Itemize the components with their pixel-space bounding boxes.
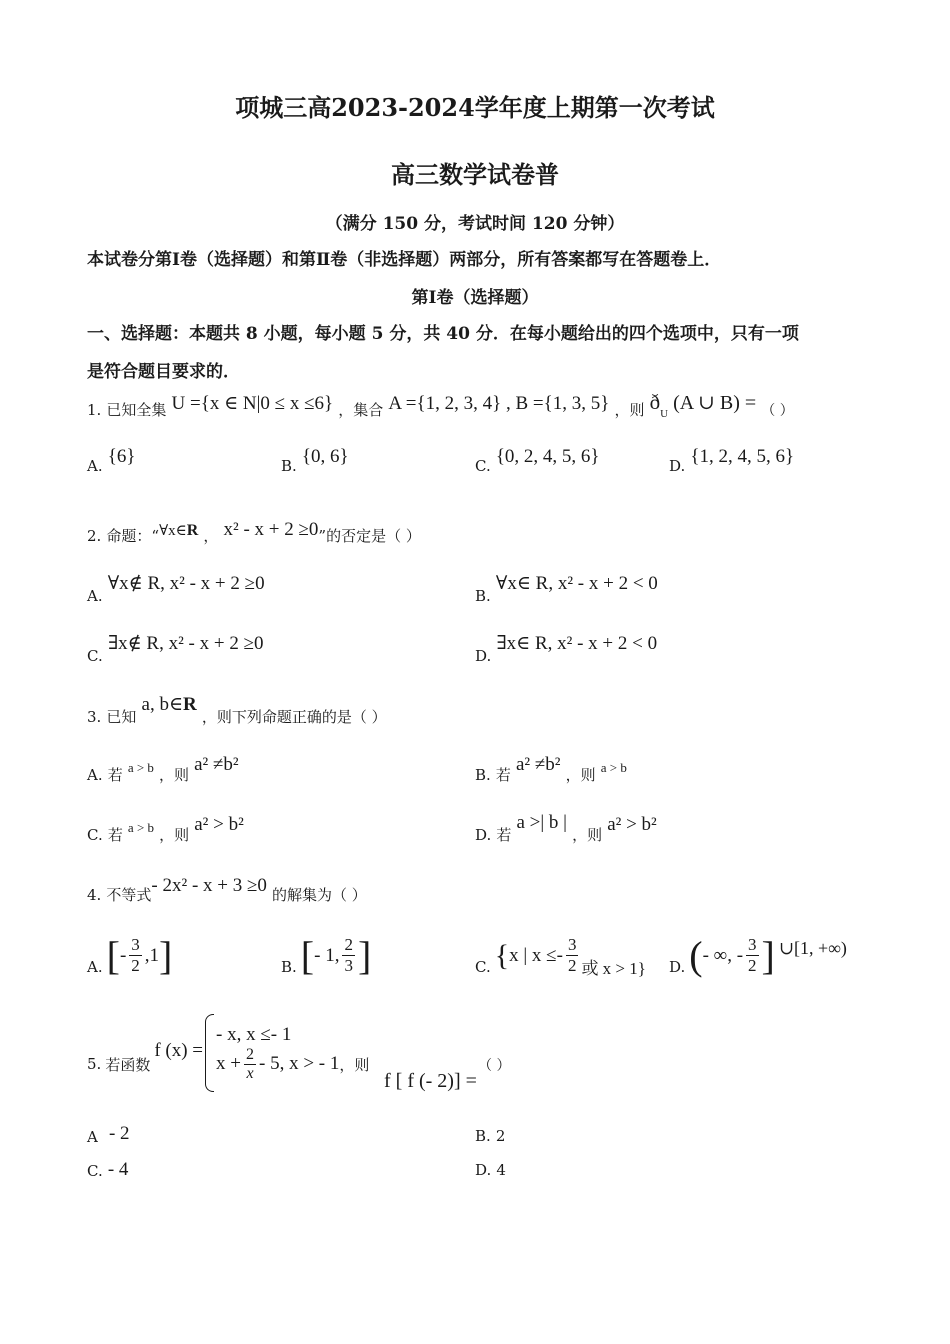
option-c: [475, 446, 600, 477]
question-1: [87, 390, 794, 422]
math-expression: - 2x² - x + 3 ≥0: [151, 875, 267, 896]
piecewise-brace: [205, 1014, 214, 1092]
question-number: 3.: [87, 708, 102, 726]
question-number: 4.: [87, 886, 102, 904]
answer-blank: （ ）: [761, 403, 794, 419]
option-text: 若: [107, 766, 123, 784]
option-math: - 1,: [314, 944, 340, 966]
option-math: {1, 2, 4, 5, 6}: [690, 446, 795, 467]
math-expression: f [ f (- 2)] =: [384, 1070, 477, 1092]
math-expression: x +: [216, 1053, 241, 1074]
question-5-blank: [478, 1055, 510, 1075]
fraction-numerator: 3: [567, 935, 577, 954]
fraction-denominator: 2: [748, 956, 757, 975]
question-text: 不等式: [106, 886, 152, 904]
option-c: [87, 1160, 128, 1182]
bracket: (: [689, 933, 703, 978]
option-label: D.: [475, 647, 492, 665]
fraction-denominator: 3: [344, 956, 353, 975]
math-expression: a, b∈: [141, 694, 184, 715]
exam-title: 项城三高2023-2024学年度上期第一次考试: [235, 93, 715, 122]
question-text: ，集合: [338, 401, 384, 419]
option-a: [87, 1123, 130, 1148]
option-d: [669, 446, 795, 477]
question-text: 的解集为（ ）: [272, 886, 367, 904]
math-expression: f (x) =: [154, 1040, 204, 1061]
option-text: ，则: [565, 766, 596, 784]
fraction-numerator: 2: [344, 935, 353, 954]
fraction-denominator: 2: [131, 956, 140, 975]
option-c: [475, 932, 646, 979]
fraction: [746, 935, 759, 976]
math-expression: x² - x + 2 ≥0: [223, 519, 319, 540]
option-label: A.: [87, 457, 103, 475]
option-d: [475, 1160, 506, 1179]
option-label: D.: [669, 957, 686, 976]
bracket: ]: [761, 933, 775, 978]
option-math: - ∞, -: [702, 944, 744, 966]
option-a: [87, 754, 239, 786]
option-math: a² ≠b²: [516, 754, 561, 775]
bracket: ]: [159, 933, 173, 978]
answer-blank: （ ）: [478, 1058, 511, 1074]
fraction-denominator: 2: [567, 956, 577, 975]
option-c: [87, 814, 244, 846]
bracket: [: [106, 933, 120, 978]
option-text: ，则: [159, 826, 190, 844]
bracket: {: [494, 938, 510, 972]
part-instructions-line2: 是符合题目要求的．: [87, 362, 240, 382]
math-expression: A ={1, 2, 3, 4} , B ={1, 3, 5}: [388, 393, 610, 414]
exam-subtitle: 高三数学试卷普: [391, 160, 559, 189]
option-label: B.: [281, 457, 297, 475]
option-label: C.: [87, 826, 103, 844]
option-b: [281, 932, 371, 979]
question-text: 已知全集: [106, 401, 167, 419]
option-label: C.: [475, 957, 491, 976]
option-math: a > b: [127, 760, 154, 775]
option-label: D.: [475, 826, 492, 844]
option-text: ，则: [572, 826, 603, 844]
fraction: [129, 935, 142, 976]
option-math: ,1: [144, 944, 160, 966]
math-expression: - 5, x > - 1: [259, 1053, 340, 1074]
fraction-numerator: 2: [246, 1045, 254, 1063]
question-number: 5.: [87, 1055, 102, 1073]
option-label: B.: [475, 766, 491, 784]
option-math: 或 x > 1}: [581, 959, 646, 978]
option-label: B.: [281, 957, 297, 976]
option-math: -: [119, 944, 127, 966]
option-math: - 4: [107, 1159, 129, 1180]
option-math: {0, 2, 4, 5, 6}: [495, 446, 600, 467]
fraction-numerator: 3: [748, 935, 757, 954]
option-label: C.: [87, 647, 103, 665]
option-b: [281, 446, 349, 477]
fraction-denominator: x: [246, 1064, 254, 1082]
option-label: A.: [87, 957, 103, 976]
fraction-numerator: 3: [131, 935, 140, 954]
math-expression: (A ∪ B) =: [673, 392, 757, 414]
question-5-target: [384, 1070, 477, 1093]
option-label: A.: [87, 587, 103, 605]
question-2: [87, 519, 421, 547]
question-text: 已知: [106, 708, 137, 726]
option-math: 2: [495, 1127, 506, 1145]
option-math: 4: [496, 1161, 506, 1179]
option-math: {6}: [107, 446, 136, 467]
option-label: B.: [475, 1127, 491, 1145]
fraction: [342, 935, 355, 976]
option-label: C.: [87, 1162, 103, 1180]
question-number: 1.: [87, 401, 102, 419]
question-text: ，则下列命题正确的是（ ）: [201, 708, 387, 726]
option-math: a >| b |: [516, 812, 567, 833]
question-text: ，: [203, 527, 219, 545]
question-5: [87, 1014, 369, 1092]
option-label: A.: [87, 766, 103, 784]
option-text: 若: [496, 826, 512, 844]
option-math: ∃x∉ R, x² - x + 2 ≥0: [107, 633, 264, 654]
question-number: 2.: [87, 527, 102, 545]
option-math: ∀x∉ R, x² - x + 2 ≥0: [107, 573, 265, 594]
option-label: D.: [669, 457, 686, 475]
option-math: a > b: [127, 820, 155, 835]
option-label: B.: [475, 587, 491, 605]
piecewise-case-1: - x, x ≤- 1: [216, 1023, 292, 1045]
option-math: a² > b²: [607, 814, 657, 835]
option-text: 若: [495, 766, 511, 784]
score-info: （满分 150 分，考试时间 120 分钟）: [325, 214, 625, 234]
option-c: [87, 633, 264, 667]
fraction: [566, 935, 579, 976]
bracket: [: [300, 933, 315, 978]
option-math: a² ≠b²: [194, 754, 239, 775]
option-math: a² > b²: [194, 814, 244, 835]
option-math: ∃x∈ R, x² - x + 2 < 0: [496, 633, 658, 654]
intro-text: 本试卷分第Ⅰ卷（选择题）和第Ⅱ卷（非选择题）两部分，所有答案都写在答题卷上．: [87, 250, 722, 270]
option-d: [475, 633, 658, 667]
option-math: - 2: [108, 1123, 130, 1144]
question-text: ，则: [614, 401, 645, 419]
option-math: x | x ≤-: [509, 944, 563, 966]
option-text: ，则: [159, 766, 190, 784]
part-instructions-line1: 一、选择题：本题共 8 小题，每小题 5 分，共 40 分．在每小题给出的四个选项中，只有一项: [87, 324, 799, 344]
option-b: [475, 1126, 505, 1145]
bracket: ]: [357, 933, 372, 978]
option-math: a > b: [600, 760, 627, 775]
question-text: 命题：“: [106, 527, 160, 545]
math-expression: U ={x ∈ N|0 ≤ x ≤6}: [171, 393, 334, 414]
math-expression: ∀x∈: [159, 523, 187, 539]
option-label: A: [87, 1128, 98, 1146]
option-math: ∀x∈ R, x² - x + 2 < 0: [495, 573, 658, 594]
option-math: {0, 6}: [301, 446, 349, 467]
option-d: [669, 932, 847, 979]
real-numbers-symbol: R: [183, 694, 197, 715]
option-text: 若: [107, 826, 123, 844]
option-b: [475, 754, 627, 786]
option-math: ∪[1, +∞): [778, 938, 847, 958]
option-b: [475, 573, 658, 607]
piecewise-case-2: [216, 1046, 339, 1083]
complement-subscript: U: [660, 408, 669, 421]
complement-symbol: ð: [649, 390, 661, 414]
option-a: [87, 573, 265, 607]
piecewise-cases: [216, 1024, 339, 1083]
real-numbers-symbol: R: [186, 522, 199, 539]
fraction: [244, 1046, 256, 1083]
question-text: 若函数: [105, 1055, 151, 1074]
option-label: C.: [475, 457, 491, 475]
question-4: [87, 875, 367, 906]
question-text: ，则: [339, 1055, 370, 1074]
section-title: 第Ⅰ卷（选择题）: [411, 288, 539, 308]
option-a: [87, 446, 136, 477]
option-d: [475, 812, 657, 846]
question-text: ”的否定是（ ）: [318, 527, 421, 545]
option-a: [87, 932, 172, 979]
question-3: [87, 694, 387, 728]
option-label: D.: [475, 1161, 492, 1179]
